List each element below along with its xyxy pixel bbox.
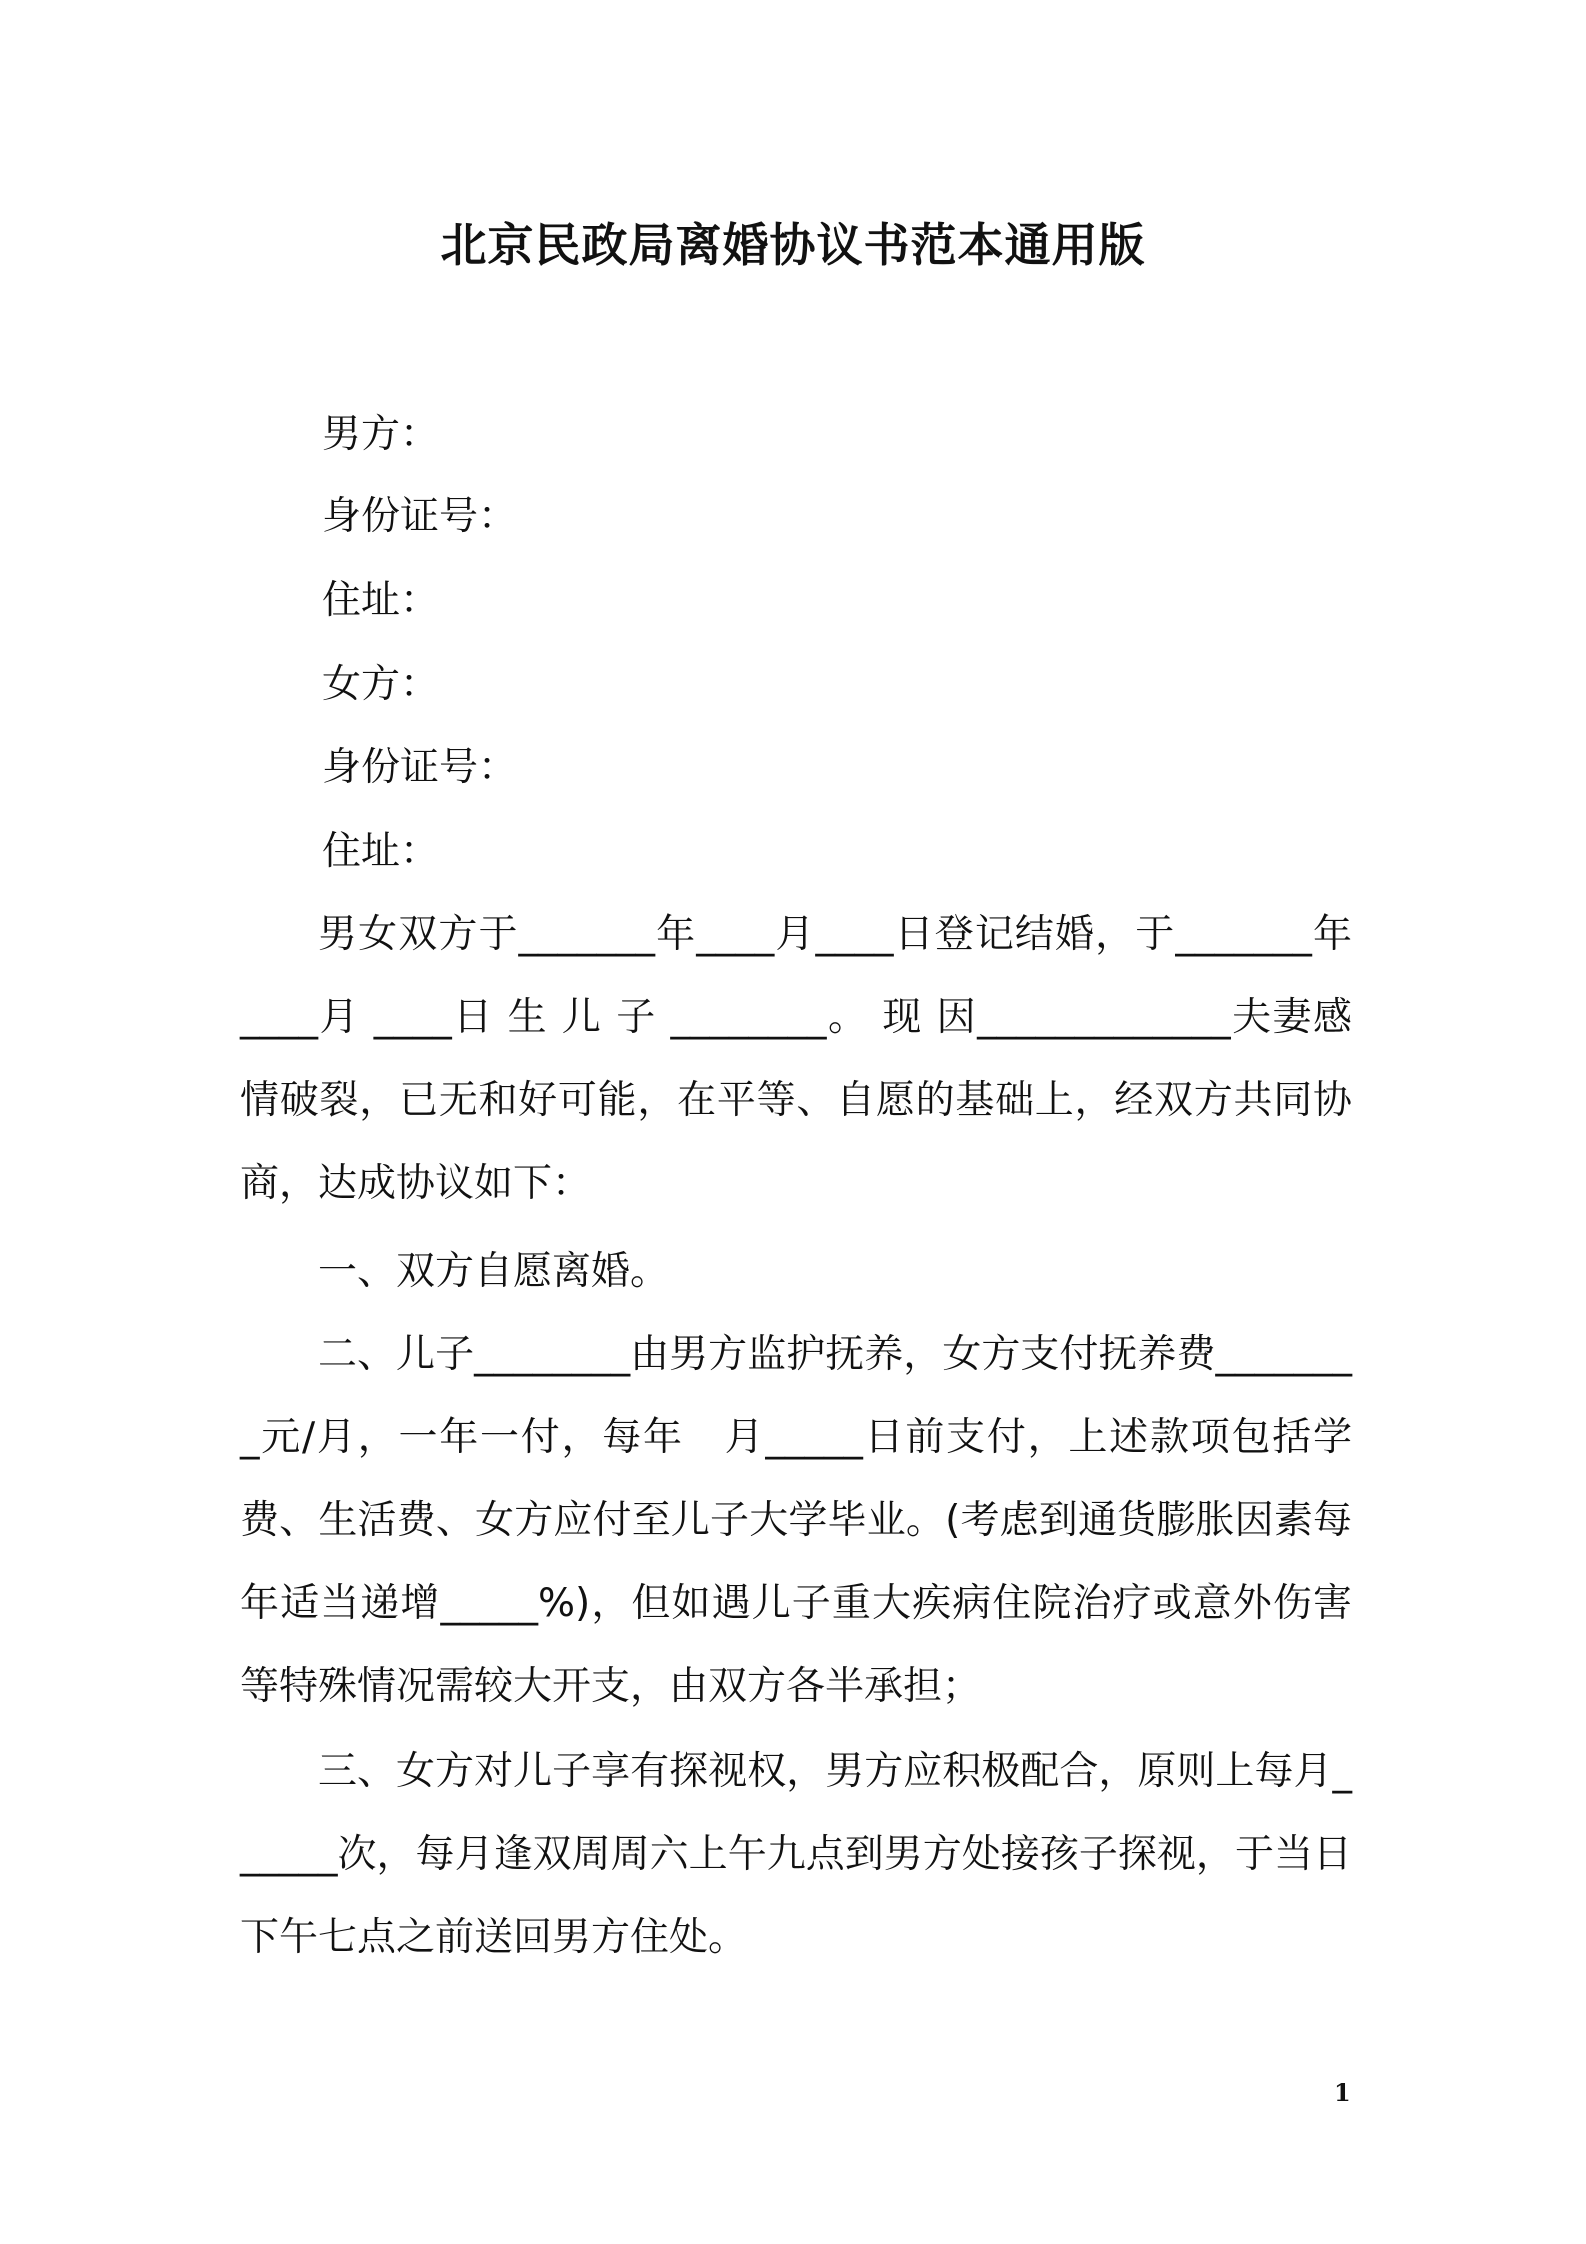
male-id-number-label: 身份证号： <box>322 494 518 539</box>
female-id-number-label: 身份证号： <box>322 745 518 790</box>
clause-three-paragraph: 三、女方对儿子享有探视权，男方应积极配合，原则上每月______次，每月逢双周周六上午九点到男方处接孩子探视，于当日下午七点之前送回男方住处。 <box>240 1749 1352 1960</box>
female-party-label: 女方： <box>322 662 440 707</box>
document-title: 北京民政局离婚协议书范本通用版 <box>440 218 1146 272</box>
marriage-statement-paragraph: 男女双方于_______年____月____日登记结婚，于_______年 ____月 ____日 生 儿 子 ________。 现 因_____________夫妻感情破裂，已无和好可能，在平等、自愿的基础上，经双方共同协商，达成协议如下： <box>240 912 1352 1206</box>
female-address-label: 住址： <box>322 829 440 874</box>
clause-one-paragraph: 一、双方自愿离婚。 <box>318 1249 670 1294</box>
male-address-label: 住址： <box>322 578 440 623</box>
page-number: 1 <box>1334 2078 1351 2107</box>
male-party-label: 男方： <box>322 412 440 457</box>
clause-two-paragraph: 二、儿子________由男方监护抚养，女方支付抚养费________元/月，一年一付，每年 月_____日前支付，上述款项包括学费、生活费、女方应付至儿子大学毕业。(考虑到通货膨胀因素每年适当递增_____%)，但如遇儿子重大疾病住院治疗或意外伤害等特殊情况需较大开支，由双方各半承担； <box>240 1332 1352 1709</box>
